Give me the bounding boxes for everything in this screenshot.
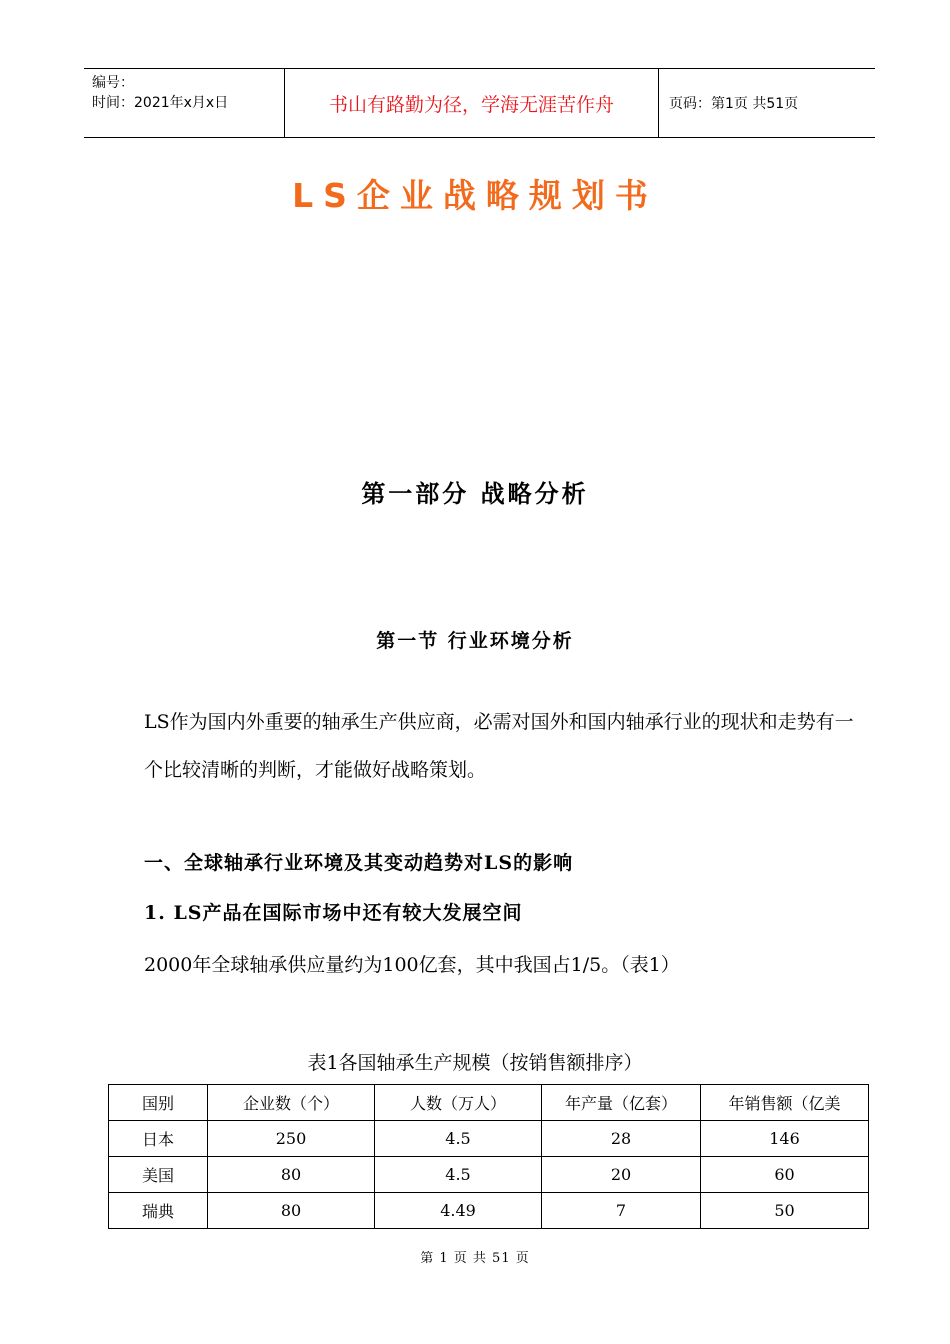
table-caption: 表1各国轴承生产规模（按销售额排序） [307,1052,643,1074]
production-table [108,1084,869,1229]
table-header-row [109,1085,869,1121]
table-cell: 瑞典 [109,1193,208,1229]
page-footer: 第 1 页 共 51 页 [420,1251,530,1266]
heading-global: 一、全球轴承行业环境及其变动趋势对LS的影响 [144,852,574,874]
header-page-info: 页码：第1页 共51页 [669,96,799,112]
section-title: 第一节 行业环境分析 [376,630,574,652]
table-header: 年产量（亿套） [542,1085,701,1121]
heading-1: 1. LS产品在国际市场中还有较大发展空间 [144,902,523,924]
table-row [109,1193,869,1229]
part-title: 第一部分 战略分析 [361,479,589,508]
header-meta [84,69,285,137]
code-label: 编号： [92,75,134,91]
table-header: 国别 [109,1085,208,1121]
table-cell: 250 [208,1121,375,1157]
intro-paragraph [144,698,864,794]
table-cell: 7 [542,1193,701,1229]
table-cell: 4.5 [375,1157,542,1193]
header-motto: 书山有路勤为径，学海无涯苦作舟 [285,69,659,137]
table-cell: 80 [208,1157,375,1193]
table-cell: 60 [701,1157,869,1193]
table-row [109,1157,869,1193]
table-cell: 50 [701,1193,869,1229]
table-row [109,1121,869,1157]
table-cell: 4.49 [375,1193,542,1229]
table-cell: 20 [542,1157,701,1193]
table-cell: 80 [208,1193,375,1229]
table-cell: 28 [542,1121,701,1157]
body-line: 2000年全球轴承供应量约为100亿套，其中我国占1/5。（表1） [144,954,680,976]
table-cell: 日本 [109,1121,208,1157]
table-cell: 4.5 [375,1121,542,1157]
page-header [84,68,875,138]
table-header: 企业数（个） [208,1085,375,1121]
table-header: 人数（万人） [375,1085,542,1121]
table-cell: 美国 [109,1157,208,1193]
intro-text: LS作为国内外重要的轴承生产供应商，必需对国外和国内轴承行业的现状和走势有一个比较清晰的判断，才能做好战略策划。 [144,711,854,781]
table-cell: 146 [701,1121,869,1157]
time-label: 时间：2021年x月x日 [92,95,229,111]
table-header: 年销售额（亿美 [701,1085,869,1121]
document-title: LS企业战略规划书 [292,176,658,215]
